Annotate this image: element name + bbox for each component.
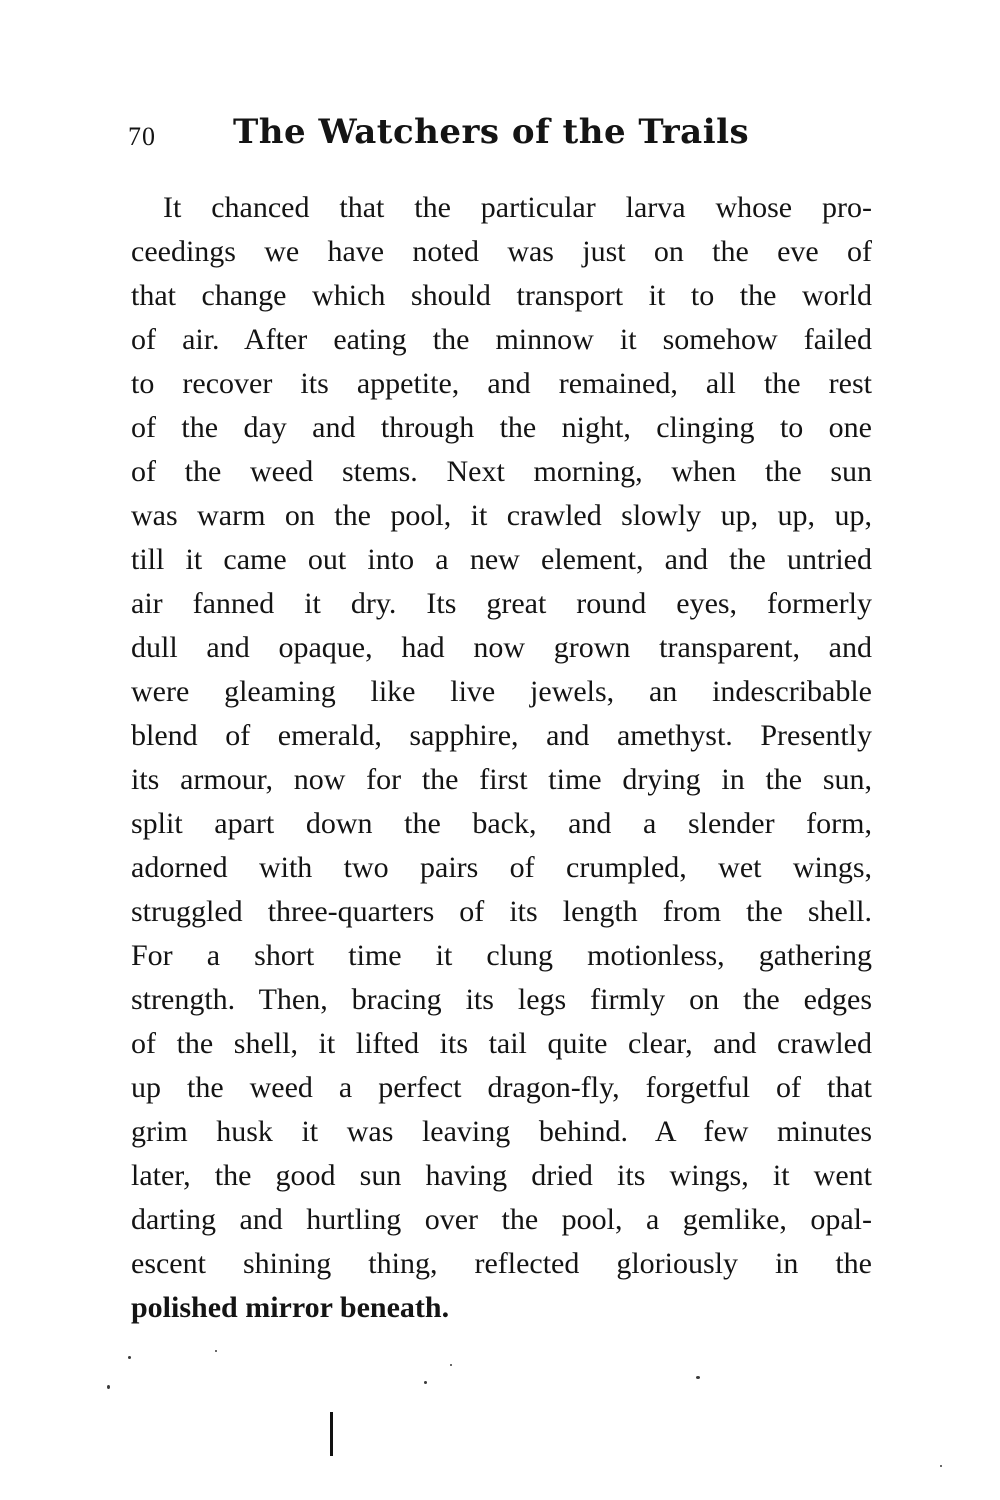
scan-speck	[450, 1364, 452, 1366]
body-paragraph	[131, 186, 872, 1330]
text-line: dull and opaque, had now grown transparent, and	[131, 631, 872, 664]
text-line: of air. After eating the minnow it somehow failed	[131, 323, 872, 356]
text-line: blend of emerald, sapphire, and amethyst. Presently	[131, 719, 872, 752]
scan-mark	[330, 1412, 333, 1456]
text-line: strength. Then, bracing its legs firmly on the edges	[131, 983, 872, 1016]
text-line: grim husk it was leaving behind. A few minutes	[131, 1115, 872, 1148]
text-line: later, the good sun having dried its wings, it went	[131, 1159, 872, 1192]
text-line: up the weed a perfect dragon-fly, forgetful of that	[131, 1071, 872, 1104]
page-number: 70	[128, 122, 156, 151]
text-line: to recover its appetite, and remained, all the rest	[131, 367, 872, 400]
text-line: was warm on the pool, it crawled slowly up, up, up,	[131, 499, 872, 532]
scan-speck	[940, 1465, 942, 1467]
text-line: till it came out into a new element, and the untried	[131, 543, 872, 576]
text-line: escent shining thing, reflected gloriously in the	[131, 1247, 872, 1280]
text-line: of the day and through the night, clinging to one	[131, 411, 872, 444]
text-line: For a short time it clung motionless, gathering	[131, 939, 872, 972]
scan-speck	[107, 1385, 110, 1389]
text-line: its armour, now for the first time drying in the sun,	[131, 763, 872, 796]
text-line: air fanned it dry. Its great round eyes, formerly	[131, 587, 872, 620]
text-line: were gleaming like live jewels, an indescribable	[131, 675, 872, 708]
scan-speck	[696, 1376, 700, 1379]
text-line: of the shell, it lifted its tail quite clear, and crawled	[131, 1027, 872, 1060]
text-line: polished mirror beneath.	[131, 1291, 450, 1324]
text-line: of the weed stems. Next morning, when the sun	[131, 455, 872, 488]
text-line: split apart down the back, and a slender form,	[131, 807, 872, 840]
text-line: struggled three-quarters of its length from the shell.	[131, 895, 872, 928]
scan-speck	[215, 1350, 217, 1352]
text-line: ceedings we have noted was just on the eve of	[131, 235, 872, 268]
page-header	[128, 112, 888, 162]
text-line: It chanced that the particular larva whose pro-	[163, 191, 872, 224]
text-line: that change which should transport it to the world	[131, 279, 872, 312]
scan-speck	[128, 1356, 131, 1359]
text-line: darting and hurtling over the pool, a gemlike, opal-	[131, 1203, 872, 1236]
scan-speck	[424, 1381, 427, 1384]
running-title: The Watchers of the Trails	[233, 112, 750, 152]
text-line: adorned with two pairs of crumpled, wet wings,	[131, 851, 872, 884]
